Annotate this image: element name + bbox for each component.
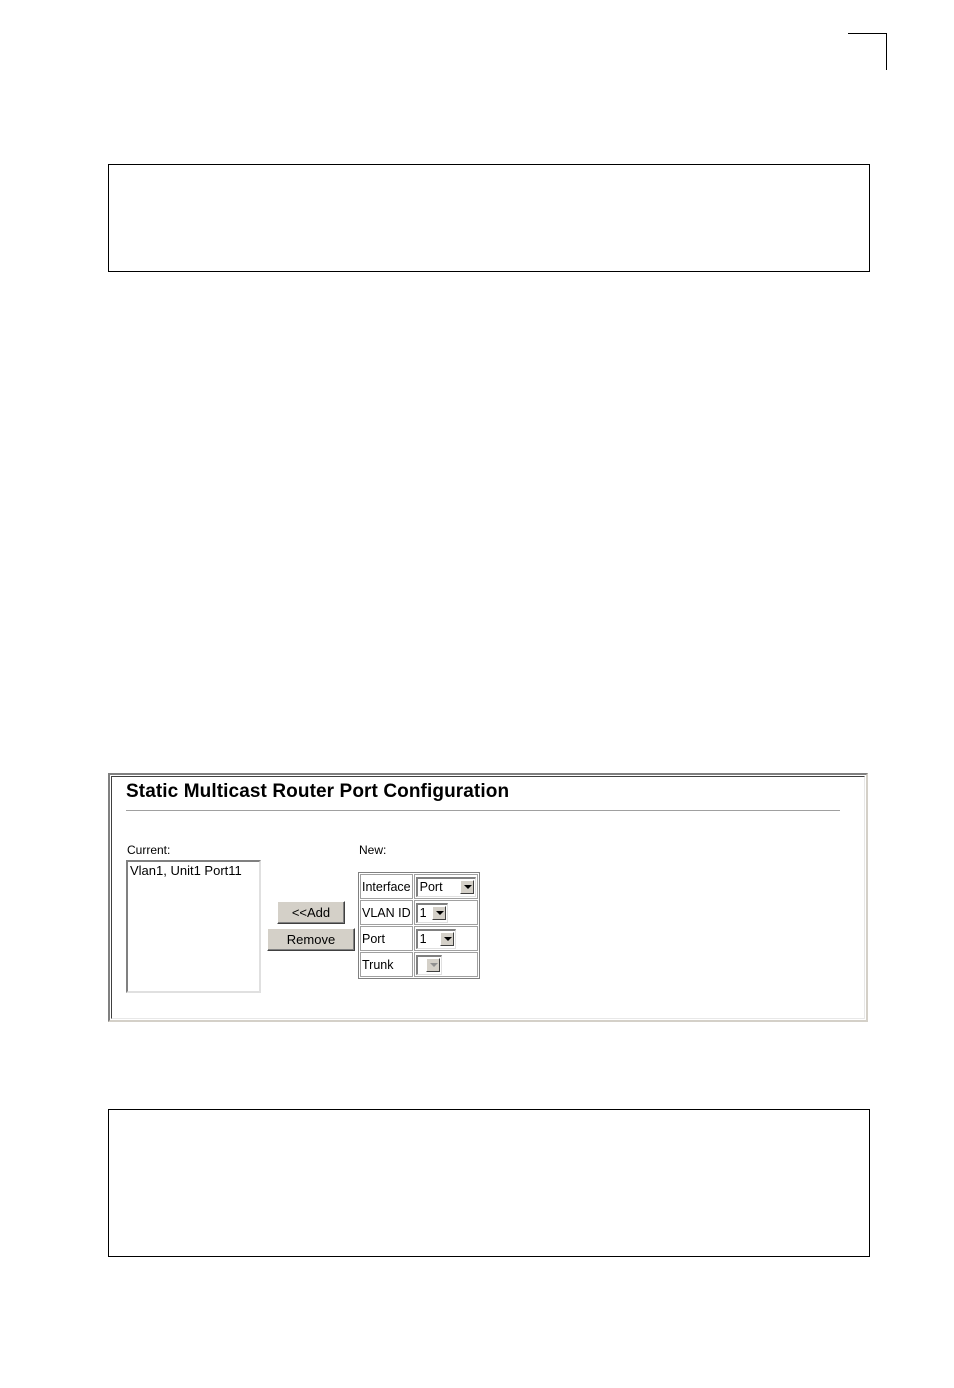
bottom-note-box <box>108 1109 870 1257</box>
vlan-id-select[interactable] <box>416 903 448 923</box>
trunk-select <box>416 955 442 975</box>
port-cell <box>414 926 478 951</box>
chevron-down-icon[interactable] <box>460 880 474 894</box>
list-item[interactable]: Vlan1, Unit1 Port11 <box>130 863 242 878</box>
table-row <box>360 874 478 899</box>
vlan-id-select-value: 1 <box>419 905 427 920</box>
trunk-label: Trunk <box>360 952 413 977</box>
current-label: Current: <box>127 843 171 857</box>
current-listbox[interactable] <box>126 860 261 993</box>
trunk-cell <box>414 952 478 977</box>
interface-cell <box>414 874 478 899</box>
port-select[interactable] <box>416 929 456 949</box>
vlan-id-label: VLAN ID <box>360 900 413 925</box>
chevron-down-icon <box>426 958 440 972</box>
interface-select[interactable] <box>416 877 476 897</box>
port-label: Port <box>360 926 413 951</box>
interface-select-value: Port <box>419 879 443 894</box>
table-row <box>360 952 478 977</box>
new-entry-table <box>358 872 480 979</box>
table-row <box>360 926 478 951</box>
interface-label: Interface <box>360 874 413 899</box>
remove-button[interactable]: Remove <box>267 928 355 951</box>
table-row <box>360 900 478 925</box>
page-corner-mark <box>848 33 887 70</box>
new-label: New: <box>359 843 387 857</box>
page-title: Static Multicast Router Port Configuration <box>126 781 510 802</box>
panel-content <box>111 776 865 1019</box>
port-select-value: 1 <box>419 931 427 946</box>
chevron-down-icon[interactable] <box>432 906 446 920</box>
top-note-box <box>108 164 870 272</box>
screenshot-panel <box>108 773 868 1022</box>
title-divider <box>126 810 840 812</box>
vlan-id-cell <box>414 900 478 925</box>
add-button[interactable]: <<Add <box>277 901 345 924</box>
chevron-down-icon[interactable] <box>440 932 454 946</box>
